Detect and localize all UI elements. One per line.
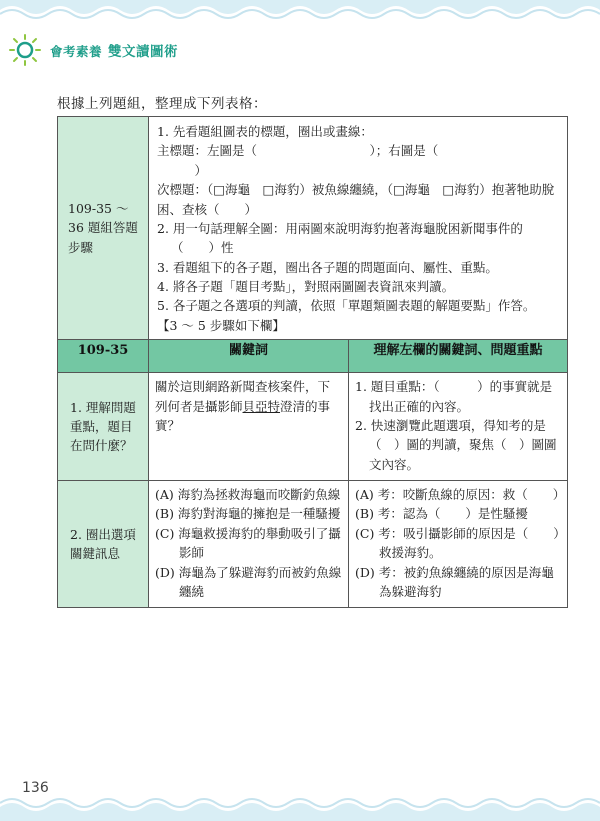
row-label: 2. 圈出選項關鍵訊息 bbox=[58, 481, 149, 608]
keyword-text: 關於這則網路新聞查核案件，下列何者是攝影師貝亞特澄清的事實？ bbox=[155, 379, 331, 433]
step-line: 4. 將各子題「題目考點」，對照兩圖圖表資訊來判讀。 bbox=[157, 279, 455, 294]
understanding-line: (A) 考：咬斷魚線的原因：救（ ） bbox=[355, 487, 566, 502]
table-row bbox=[58, 481, 568, 608]
understanding-line: (D) 考：被釣魚線纏繞的原因是海龜為躲避海豹 bbox=[355, 564, 554, 599]
option-line: (B) 海豹對海龜的擁抱是一種騷擾 bbox=[155, 506, 341, 522]
steps-content bbox=[149, 117, 568, 340]
understanding-line: (B) 考：認為（ ）是性騷擾 bbox=[355, 506, 528, 522]
underlined-name: 貝亞特 bbox=[242, 398, 281, 414]
step-line: 3. 看題組下的各子題，圈出各子題的問題面向、屬性、重點。 bbox=[157, 259, 498, 275]
intro-text: 根據上列題組，整理成下列表格： bbox=[57, 96, 267, 112]
option-line: (A) 海豹為拯救海龜而咬斷釣魚線 bbox=[155, 487, 341, 502]
step-line: 1. 先看題組圖表的標題，圈出或畫線： bbox=[157, 124, 373, 139]
bottom-wave-border bbox=[0, 795, 600, 821]
understanding-cell bbox=[349, 481, 568, 608]
step-line: 次標題：（□海龜 □海豹）被魚線纏繞，（□海龜 □海豹）抱著牠助脫困、查核（ ） bbox=[157, 182, 555, 217]
understanding-line: 2. 快速瀏覽此題選項，得知考的是（ ）圖的判讀，聚焦（ ）圖圖文內容。 bbox=[355, 417, 557, 472]
keyword-cell bbox=[149, 373, 349, 481]
understanding-line: (C) 考：吸引攝影師的原因是（ ）救援海豹。 bbox=[355, 525, 560, 561]
understanding-cell bbox=[349, 373, 568, 481]
steps-label: 109-35 ～ 36 題組答題步驟 bbox=[58, 117, 149, 340]
sun-icon bbox=[8, 33, 42, 67]
step-line: 5. 各子題之各選項的判讀，依照「單題類圖表題的解題要點」作答。 bbox=[157, 298, 536, 314]
step-line: 【3 ～ 5 步驟如下欄】 bbox=[157, 317, 285, 333]
row-label: 1. 理解問題重點，題目在問什麼？ bbox=[58, 373, 149, 481]
keyword-cell bbox=[149, 481, 349, 608]
steps-row bbox=[58, 117, 568, 340]
table-row bbox=[58, 373, 568, 481]
badge-series: 會考素養 bbox=[50, 44, 103, 59]
chapter-header bbox=[8, 36, 178, 64]
page-number: 136 bbox=[22, 780, 49, 796]
chapter-title bbox=[50, 40, 178, 60]
header-keywords: 關鍵詞 bbox=[149, 340, 349, 373]
step-line: ） bbox=[157, 162, 208, 178]
step-line: 2. 用一句話理解全圖：用兩圖來說明海豹抱著海龜脫困新聞事件的（ ）性 bbox=[157, 220, 523, 256]
table-header-row bbox=[58, 340, 568, 373]
option-line: (D) 海龜為了躲避海豹而被釣魚線纏繞 bbox=[155, 564, 342, 599]
step-line: 主標題：左圖是（ ）；右圖是（ bbox=[157, 143, 439, 159]
header-understanding: 理解左欄的關鍵詞、問題重點 bbox=[349, 340, 568, 373]
header-question-number: 109-35 bbox=[58, 340, 149, 373]
understanding-line: 1. 題目重點：（ ）的事實就是找出正確的內容。 bbox=[355, 379, 553, 414]
answer-steps-table bbox=[57, 116, 568, 608]
option-line: (C) 海龜救援海豹的舉動吸引了攝影師 bbox=[155, 525, 341, 561]
top-wave-border bbox=[0, 0, 600, 22]
badge-topic: 雙文讀圖術 bbox=[108, 44, 179, 60]
